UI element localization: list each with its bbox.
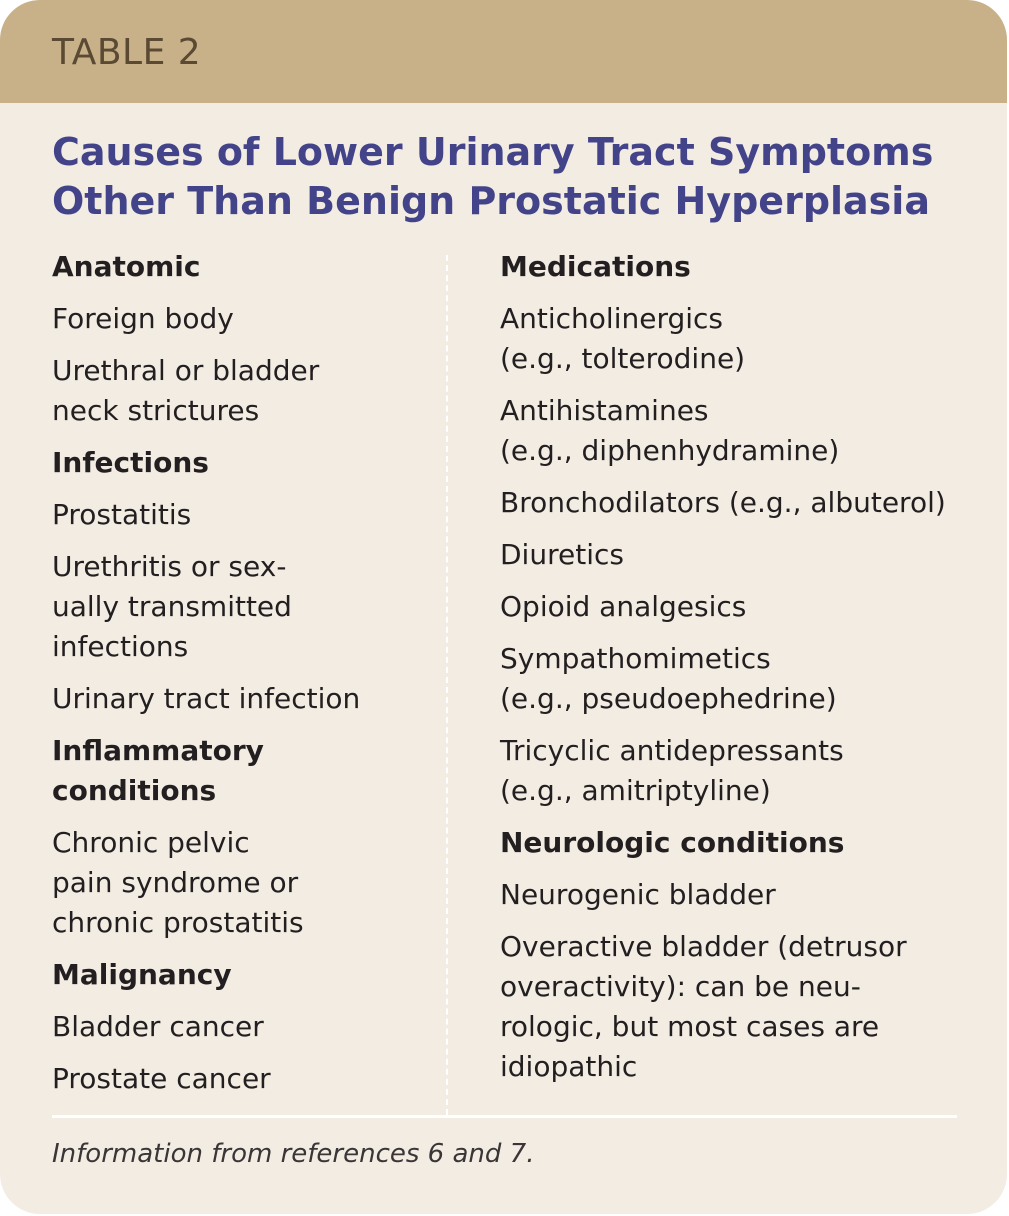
item-line: Overactive bladder (detrusor [500, 930, 907, 963]
section-heading-malignancy: Malignancy [52, 958, 232, 991]
item-line: Tricyclic antidepressants [500, 734, 844, 767]
list-item [500, 731, 980, 811]
table-title-line: Other Than Benign Prostatic Hyperplasia [52, 179, 930, 223]
right-column [500, 247, 980, 1099]
section-heading-anatomic: Anatomic [52, 250, 201, 283]
section-heading-medications: Medications [500, 250, 691, 283]
list-item [500, 391, 980, 471]
list-item [500, 587, 980, 627]
list-item [52, 351, 432, 431]
item-line: Sympathomimetics [500, 642, 771, 675]
item-line: idiopathic [500, 1050, 638, 1083]
list-item [52, 1007, 432, 1047]
item-line: Opioid analgesics [500, 590, 747, 623]
section-heading-inflammatory [52, 731, 432, 811]
item-line: ually transmitted [52, 590, 292, 623]
item-line: rologic, but most cases are [500, 1010, 880, 1043]
list-item [52, 299, 432, 339]
table-banner [0, 0, 1007, 103]
list-item [500, 535, 980, 575]
list-item [52, 679, 432, 719]
list-item [500, 927, 980, 1087]
table-number-label: TABLE 2 [52, 32, 202, 73]
item-line: (e.g., diphenhydramine) [500, 434, 840, 467]
item-line: Antihistamines [500, 394, 709, 427]
item-line: Prostatitis [52, 498, 192, 531]
item-line: Chronic pelvic [52, 826, 250, 859]
list-item [52, 823, 432, 943]
section-heading-neurologic: Neurologic conditions [500, 826, 845, 859]
item-line: Neurogenic bladder [500, 878, 776, 911]
item-line: Prostate cancer [52, 1062, 271, 1095]
table-title [52, 128, 952, 226]
heading-line: Inflammatory [52, 734, 264, 767]
item-line: (e.g., pseudoephedrine) [500, 682, 837, 715]
list-item [500, 299, 980, 379]
left-column [52, 247, 432, 1111]
list-item [52, 495, 432, 535]
item-line: overactivity): can be neu- [500, 970, 861, 1003]
list-item [500, 639, 980, 719]
table-title-line: Causes of Lower Urinary Tract Symptoms [52, 130, 934, 174]
heading-line: conditions [52, 774, 217, 807]
item-line: Urinary tract infection [52, 682, 361, 715]
section-heading-infections: Infections [52, 446, 209, 479]
item-line: (e.g., amitriptyline) [500, 774, 771, 807]
footer-divider [52, 1115, 957, 1118]
column-divider [446, 255, 448, 1115]
list-item [52, 547, 432, 667]
item-line: Urethritis or sex- [52, 550, 287, 583]
list-item [52, 1059, 432, 1099]
item-line: Urethral or bladder [52, 354, 320, 387]
item-line: chronic prostatitis [52, 906, 304, 939]
item-line: (e.g., tolterodine) [500, 342, 746, 375]
source-footnote: Information from references 6 and 7. [52, 1139, 535, 1169]
item-line: Anticholinergics [500, 302, 724, 335]
item-line: neck strictures [52, 394, 260, 427]
item-line: Bronchodilators (e.g., albuterol) [500, 486, 946, 519]
item-line: Bladder cancer [52, 1010, 264, 1043]
item-line: pain syndrome or [52, 866, 299, 899]
list-item [500, 483, 980, 523]
list-item [500, 875, 980, 915]
item-line: infections [52, 630, 189, 663]
item-line: Foreign body [52, 302, 234, 335]
item-line: Diuretics [500, 538, 624, 571]
